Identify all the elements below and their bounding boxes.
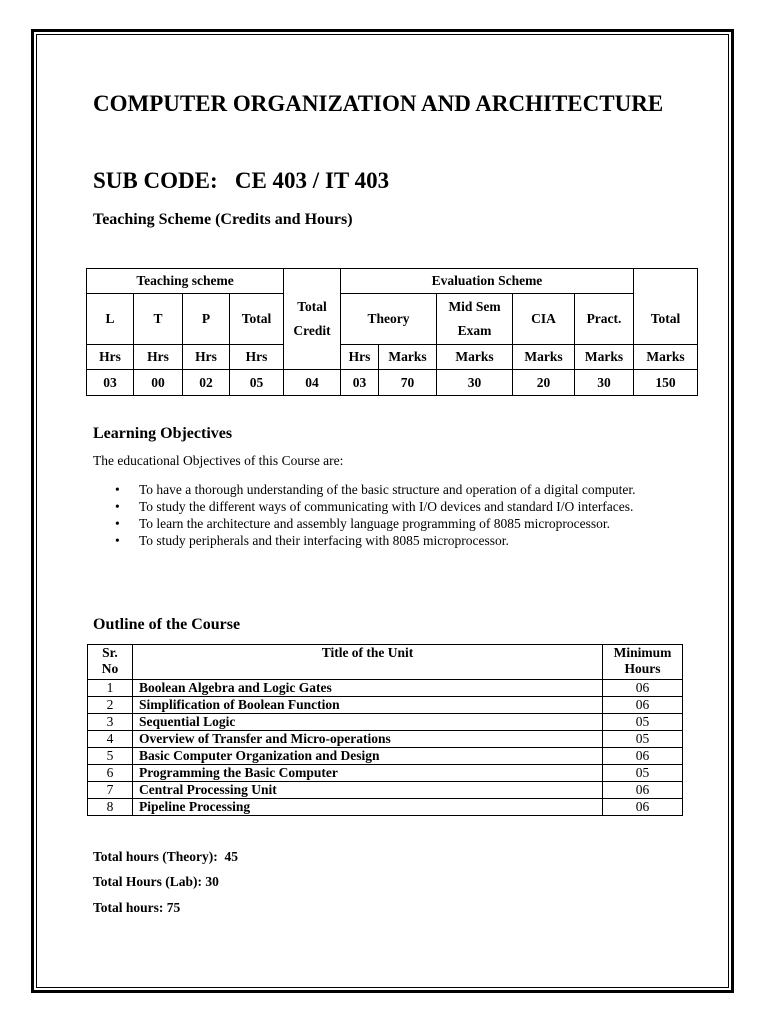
outline-heading: Outline of the Course <box>93 616 241 633</box>
row-sr: 7 <box>88 782 133 799</box>
grand-total-blank <box>634 269 698 294</box>
row-sr: 5 <box>88 748 133 765</box>
sub-code: SUB CODE: CE 403 / IT 403 <box>93 168 390 193</box>
col-p: P <box>183 294 230 345</box>
row-sr: 4 <box>88 731 133 748</box>
unit-grand-total: Marks <box>634 345 698 370</box>
scheme-units-row <box>87 345 698 370</box>
table-row <box>88 714 683 731</box>
unit-cia: Marks <box>513 345 575 370</box>
objective-text: To study peripherals and their interfacing with 8085 microprocessor. <box>139 533 509 548</box>
col-total-hrs: Total <box>230 294 284 345</box>
total-credit-line1: Total <box>297 299 327 314</box>
row-hours: 06 <box>603 697 683 714</box>
table-row <box>88 680 683 697</box>
teaching-scheme-table <box>86 268 698 396</box>
total-credit-line2: Credit <box>293 323 331 338</box>
value-credit: 04 <box>284 370 341 396</box>
col-sr-line1: Sr. <box>102 645 118 660</box>
col-unit-title: Title of the Unit <box>133 645 603 680</box>
unit-theory-marks: Marks <box>379 345 437 370</box>
bullet-icon: • <box>115 533 120 548</box>
table-row <box>88 748 683 765</box>
total-hours-theory: Total hours (Theory): 45 <box>93 849 239 864</box>
row-title: Central Processing Unit <box>133 782 603 799</box>
col-midsem-line1: Mid Sem <box>448 299 501 314</box>
value-t: 00 <box>134 370 183 396</box>
row-sr: 1 <box>88 680 133 697</box>
value-midsem: 30 <box>437 370 513 396</box>
outline-header-row <box>88 645 683 680</box>
value-pract: 30 <box>575 370 634 396</box>
row-title: Overview of Transfer and Micro-operations <box>133 731 603 748</box>
objective-text: To learn the architecture and assembly language programming of 8085 microprocessor. <box>139 516 611 531</box>
col-hours-line2: Hours <box>624 661 661 676</box>
row-hours: 06 <box>603 680 683 697</box>
scheme-column-row <box>87 294 698 345</box>
row-title: Simplification of Boolean Function <box>133 697 603 714</box>
unit-pract: Marks <box>575 345 634 370</box>
unit-total: Hrs <box>230 345 284 370</box>
objective-text: To have a thorough understanding of the basic structure and operation of a digital computer. <box>139 482 636 497</box>
col-midsem <box>437 294 513 345</box>
objective-text: To study the different ways of communicating with I/O devices and standard I/O interfaces. <box>139 499 634 514</box>
col-minimum-hours <box>603 645 683 680</box>
row-sr: 8 <box>88 799 133 816</box>
table-row <box>88 697 683 714</box>
row-title: Pipeline Processing <box>133 799 603 816</box>
table-row <box>88 731 683 748</box>
value-grand-total: 150 <box>634 370 698 396</box>
table-row <box>88 765 683 782</box>
objectives-intro: The educational Objectives of this Course are: <box>93 453 344 468</box>
total-hours-overall: Total hours: 75 <box>93 900 181 915</box>
value-theory-marks: 70 <box>379 370 437 396</box>
bullet-icon: • <box>115 482 120 497</box>
col-midsem-line2: Exam <box>457 323 492 338</box>
objective-item <box>115 515 674 532</box>
col-hours-line1: Minimum <box>613 645 672 660</box>
table-row <box>88 799 683 816</box>
objective-item <box>115 498 674 515</box>
value-cia: 20 <box>513 370 575 396</box>
value-p: 02 <box>183 370 230 396</box>
total-credit-header <box>284 269 341 370</box>
row-title: Boolean Algebra and Logic Gates <box>133 680 603 697</box>
row-sr: 6 <box>88 765 133 782</box>
row-title: Basic Computer Organization and Design <box>133 748 603 765</box>
col-sr-line2: No <box>101 661 119 676</box>
unit-midsem: Marks <box>437 345 513 370</box>
total-hours-lab: Total Hours (Lab): 30 <box>93 874 219 889</box>
col-grand-total: Total <box>634 294 698 345</box>
table-row <box>88 782 683 799</box>
row-sr: 3 <box>88 714 133 731</box>
course-title: COMPUTER ORGANIZATION AND ARCHITECTURE <box>93 91 664 116</box>
learning-objectives-heading: Learning Objectives <box>93 425 233 442</box>
bullet-icon: • <box>115 516 120 531</box>
objective-item <box>115 481 674 498</box>
value-l: 03 <box>87 370 134 396</box>
row-hours: 06 <box>603 799 683 816</box>
objectives-list <box>93 481 674 549</box>
course-outline-table <box>87 644 683 816</box>
evaluation-scheme-label: Evaluation Scheme <box>341 269 634 294</box>
row-hours: 05 <box>603 765 683 782</box>
row-title: Sequential Logic <box>133 714 603 731</box>
unit-p: Hrs <box>183 345 230 370</box>
value-total-hrs: 05 <box>230 370 284 396</box>
teaching-scheme-heading: Teaching Scheme (Credits and Hours) <box>93 211 353 228</box>
row-hours: 06 <box>603 782 683 799</box>
row-title: Programming the Basic Computer <box>133 765 603 782</box>
bullet-icon: • <box>115 499 120 514</box>
row-hours: 05 <box>603 714 683 731</box>
row-sr: 2 <box>88 697 133 714</box>
objective-item <box>115 532 674 549</box>
col-t: T <box>134 294 183 345</box>
row-hours: 06 <box>603 748 683 765</box>
col-pract: Pract. <box>575 294 634 345</box>
unit-theory-hrs: Hrs <box>341 345 379 370</box>
unit-t: Hrs <box>134 345 183 370</box>
col-l: L <box>87 294 134 345</box>
scheme-header-row <box>87 269 698 294</box>
scheme-values-row <box>87 370 698 396</box>
unit-l: Hrs <box>87 345 134 370</box>
value-theory-hrs: 03 <box>341 370 379 396</box>
teaching-scheme-label: Teaching scheme <box>87 269 284 294</box>
col-cia: CIA <box>513 294 575 345</box>
row-hours: 05 <box>603 731 683 748</box>
col-theory: Theory <box>341 294 437 345</box>
col-sr-no <box>88 645 133 680</box>
